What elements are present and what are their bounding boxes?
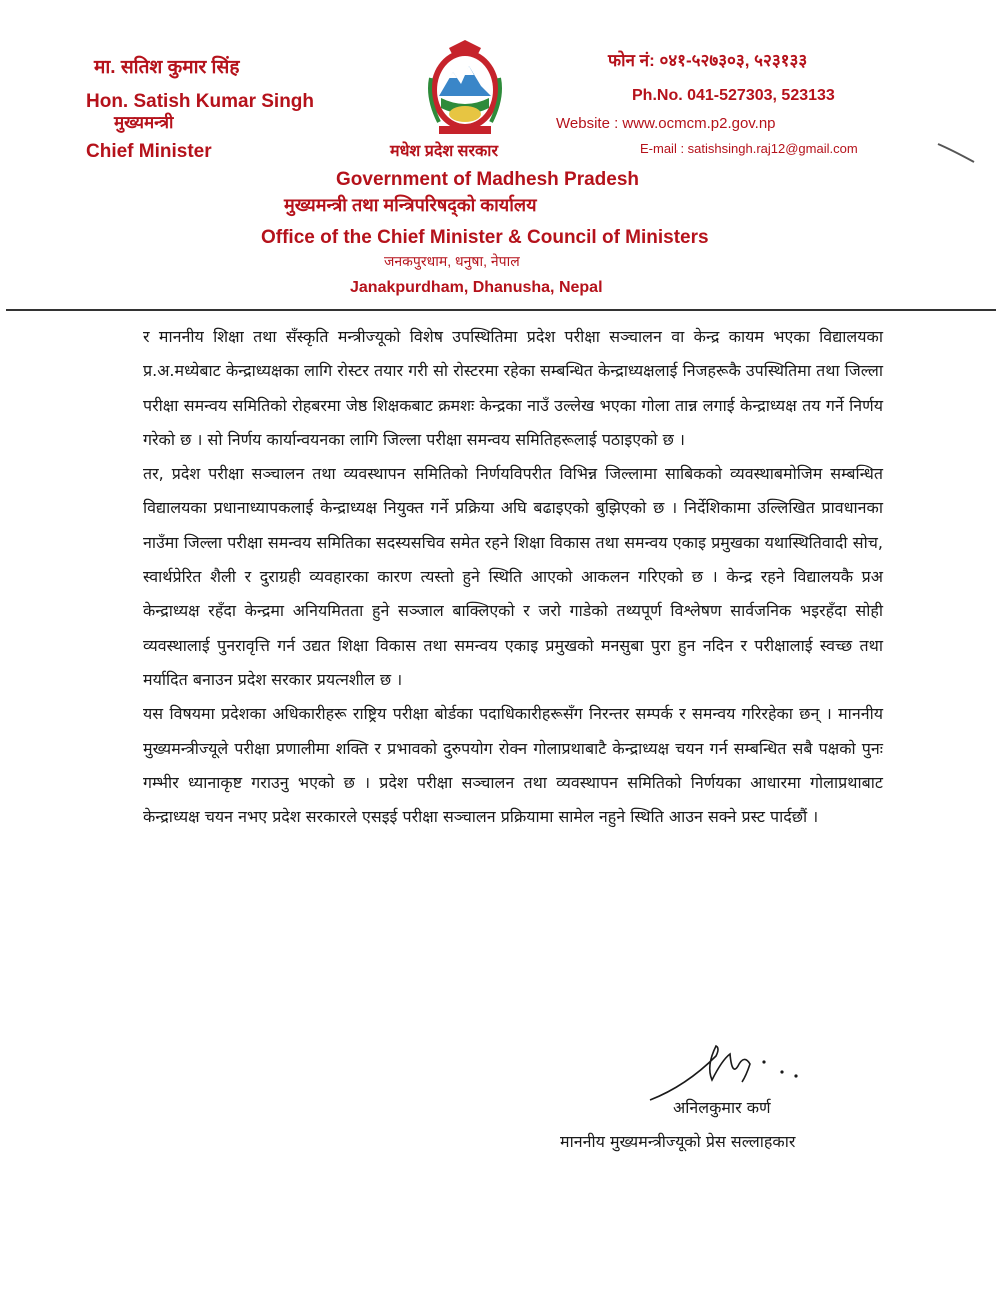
- chief-minister-title-en: Chief Minister: [86, 141, 212, 162]
- chief-minister-name-en: Hon. Satish Kumar Singh: [86, 91, 315, 112]
- phone-en: Ph.No. 041-527303, 523133: [632, 87, 835, 104]
- government-np: मधेश प्रदेश सरकार: [390, 143, 498, 160]
- body-paragraph-1: र माननीय शिक्षा तथा सँस्कृति मन्त्रीज्यूको विशेष उपस्थितिमा प्रदेश परीक्षा सञ्चालन वा केन्द्र कायम भएका विद्यालयका प्र.अ.मध्येबाट केन्द्राध्यक्षका लागि रोस्टर तयार गरी सो रोस्टरमा रहेका सम्बन्धित केन्द्राध्यक्षलाई निजहरूकै उपस्थितिमा तथा जिल्ला परीक्षा समन्वय समितिको रोहबरमा जेष्ठ शिक्षकबाट क्रमशः केन्द्रका नाउँ उल्लेख भएका गोला तान्न लगाई केन्द्राध्यक्ष तय गर्ने निर्णय गरेको छ । सो निर्णय कार्यान्वयनका लागि जिल्ला परीक्षा समन्वय समितिहरूलाई पठाइएको छ ।: [143, 327, 883, 449]
- office-np: मुख्यमन्त्री तथा मन्त्रिपरिषद्को कार्यालय: [284, 195, 537, 215]
- phone-np: फोन नं: ०४१-५२७३०३, ५२३१३३: [608, 51, 808, 70]
- email: E-mail : satishsingh.raj12@gmail.com: [640, 141, 858, 156]
- website: Website : www.ocmcm.p2.gov.np: [556, 115, 776, 132]
- letterhead-divider: [6, 309, 996, 311]
- signer-title: माननीय मुख्यमन्त्रीज्यूको प्रेस सल्लाहकार: [560, 1132, 796, 1151]
- body-paragraph-2: तर, प्रदेश परीक्षा सञ्चालन तथा व्यवस्थापन समितिको निर्णयविपरीत विभिन्न जिल्लामा साबिकको व्यवस्थाबमोजिम सम्बन्धित विद्यालयका प्रधानाध्यापकलाई केन्द्राध्यक्ष नियुक्त गर्ने प्रक्रिया अघि बढाइएको बुझिएको छ । निर्देशिकामा उल्लिखित प्रावधानका नाउँमा जिल्ला परीक्षा समन्वय समितिका सदस्यसचिव समेत रहने शिक्षा विकास तथा समन्वय एकाइ प्रमुखका यथास्थितिवादी सोच, स्वार्थप्रेरित शैली र दुराग्रही व्यवहारका कारण त्यस्तो हुने स्थिति आएको आकलन गरिएको छ । केन्द्र रहने विद्यालयकै प्रअ केन्द्राध्यक्ष रहँदा केन्द्रमा अनियमितता हुने सञ्जाल बाक्लिएको र जरो गाडेको तथ्यपूर्ण विश्लेषण सार्वजनिक भइरहँदा सोही व्यवस्थालाई पुनरावृत्ति गर्न उद्यत शिक्षा विकास तथा समन्वय एकाइ प्रमुखको मनसुबा पुरा हुन नदिन र परीक्षालाई स्वच्छ तथा मर्यादित बनाउन प्रदेश सरकार प्रयत्नशील छ ।: [143, 464, 883, 689]
- address-np: जनकपुरधाम, धनुषा, नेपाल: [384, 253, 520, 269]
- letter-body: [143, 320, 883, 834]
- address-en: Janakpurdham, Dhanusha, Nepal: [350, 279, 603, 296]
- government-en: Government of Madhesh Pradesh: [336, 169, 640, 190]
- nepal-emblem-icon: [425, 38, 505, 138]
- chief-minister-name-np: मा. सतिश कुमार सिंह: [94, 57, 240, 78]
- scan-mark: [936, 140, 978, 166]
- chief-minister-title-np: मुख्यमन्त्री: [114, 113, 174, 132]
- signer-name: अनिलकुमार कर्ण: [673, 1098, 771, 1117]
- body-paragraph-3: यस विषयमा प्रदेशका अधिकारीहरू राष्ट्रिय परीक्षा बोर्डका पदाधिकारीहरूसँग निरन्तर सम्पर्क र समन्वय गरिरहेका छन् । माननीय मुख्यमन्त्रीज्यूले परीक्षा प्रणालीमा शक्ति र प्रभावको दुरुपयोग रोक्न गोलाप्रथाबाटै केन्द्राध्यक्ष चयन गर्न सम्बन्धित सबै पक्षको पुनः गम्भीर ध्यानाकृष्ट गराउनु भएको छ । प्रदेश परीक्षा सञ्चालन तथा व्यवस्थापन समितिको निर्णयका आधारमा गोलाप्रथाबाट केन्द्राध्यक्ष चयन नभए प्रदेश सरकारले एसइई परीक्षा सञ्चालन प्रक्रियामा सामेल नहुने स्थिति आउन सक्ने प्रस्ट पार्दछौं ।: [143, 704, 883, 827]
- office-en: Office of the Chief Minister & Council of Ministers: [261, 227, 709, 248]
